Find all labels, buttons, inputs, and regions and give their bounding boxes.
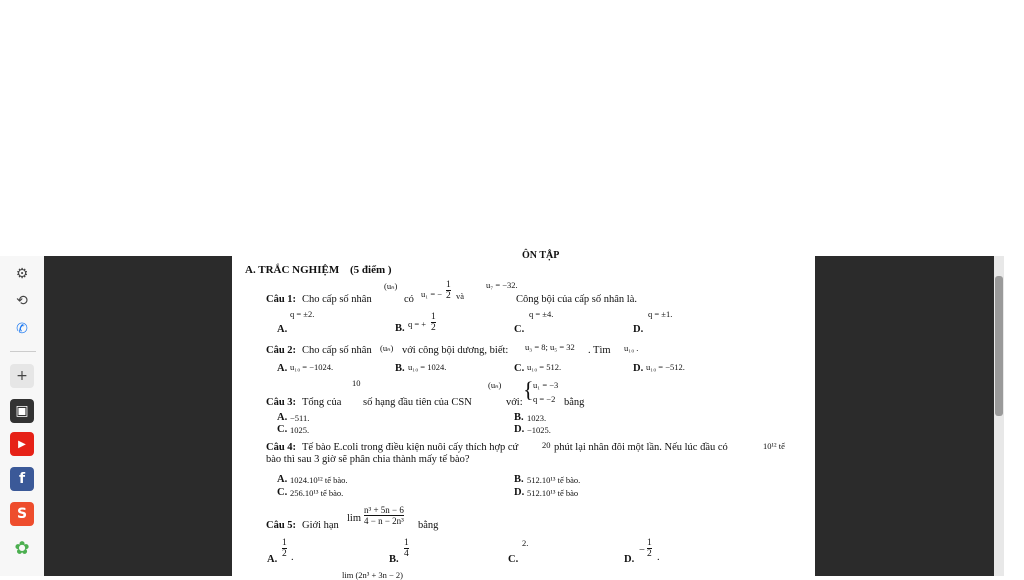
q5-optD-label: D. — [624, 554, 635, 565]
q5-bang: bằng — [418, 520, 439, 531]
q1-frac-num: 1 — [446, 280, 451, 290]
q4-optC-label: C. — [277, 487, 288, 498]
q5-optB-num: 1 — [404, 538, 409, 548]
q5-optA-period: . — [291, 552, 294, 563]
q1-fraction — [446, 280, 451, 301]
extension-icon[interactable]: ✿ — [14, 537, 30, 559]
q4-label: Câu 4: — [266, 442, 297, 453]
image-icon[interactable]: ▣ — [10, 399, 34, 423]
q3-cond1: u₁ = −3 — [533, 380, 559, 390]
youtube-icon[interactable]: ▶ — [10, 432, 34, 456]
q1-optB-fraction — [431, 312, 436, 333]
q2-optB-label: B. — [395, 363, 405, 374]
q5-optD-period: . — [657, 552, 660, 563]
viewer-background-right — [815, 256, 1003, 576]
q2-text: Cho cấp số nhân — [302, 345, 372, 356]
q1-optB-label: B. — [395, 323, 405, 334]
sidebar-divider — [10, 351, 36, 352]
q1-optB-sign: q = + — [408, 319, 427, 329]
q5-label: Câu 5: — [266, 520, 297, 531]
q1-optA-value: q = ±2. — [290, 309, 315, 319]
section-points: (5 điểm ) — [350, 264, 392, 276]
q2-target: u₁₀ . — [624, 343, 639, 353]
q1-u7: u₇ = −32. — [486, 280, 518, 290]
q5-denominator: 4 − n − 2n³ — [364, 516, 404, 526]
next-question-cut: lim (2n³ + 3n − 2) — [342, 570, 404, 580]
q3-optA-label: A. — [277, 412, 288, 423]
q4-optD-value: 512.10¹³ tế bào — [527, 488, 579, 498]
q1-label: Câu 1: — [266, 294, 297, 305]
q4-optB-value: 512.10¹³ tế bào. — [527, 475, 581, 485]
q3-brace: { — [523, 377, 534, 402]
q1-optC-value: q = ±4. — [529, 309, 554, 319]
browser-sidebar — [0, 256, 44, 576]
q4-line1b: phút lại nhân đôi một lần. Nếu lúc đầu có — [554, 442, 728, 453]
q4-optA-label: A. — [277, 474, 288, 485]
q3-ten: 10 — [352, 378, 361, 388]
q2-optB-value: u₁₀ = 1024. — [408, 362, 447, 372]
q2-label: Câu 2: — [266, 345, 297, 356]
q2-optD-value: u₁₀ = −512. — [646, 362, 685, 372]
q4-tenpow: 10¹² tế — [763, 441, 785, 451]
viewer-background-left — [44, 256, 232, 576]
q2-optC-value: u₁₀ = 512. — [527, 362, 562, 372]
q4-optB-label: B. — [514, 474, 524, 485]
q1-optD-value: q = ±1. — [648, 309, 673, 319]
q3-optC-value: 1025. — [290, 425, 310, 435]
q1-optB-den: 2 — [431, 323, 436, 333]
q3-optB-value: 1023. — [527, 413, 547, 423]
q4-optC-value: 256.10¹³ tế bào. — [290, 488, 344, 498]
q1-frac-den: 2 — [446, 291, 451, 301]
q1-text: Cho cấp số nhân — [302, 294, 372, 305]
q2-condition: u₃ = 8; u₅ = 32 — [525, 342, 575, 352]
q5-optB-label: B. — [389, 554, 399, 565]
q1-u1: u₁ = − — [421, 289, 443, 299]
q1-optD-label: D. — [633, 324, 644, 335]
history-icon[interactable]: ⟲ — [16, 293, 28, 309]
header-title: ÔN TẬP — [522, 250, 560, 261]
q5-optA-den: 2 — [282, 549, 287, 559]
q3-label: Câu 3: — [266, 397, 297, 408]
q1-optC-label: C. — [514, 324, 525, 335]
q5-optD-num: 1 — [647, 538, 652, 548]
section-title: A. TRẮC NGHIỆM — [245, 264, 340, 276]
q3-optB-label: B. — [514, 412, 524, 423]
q5-lim: lim — [347, 513, 362, 524]
gear-icon[interactable]: ⚙ — [15, 266, 29, 282]
q2-optA-value: u₁₀ = −1024. — [290, 362, 334, 372]
q3-voi: với: — [506, 397, 523, 408]
q5-fraction — [364, 505, 404, 526]
facebook-icon[interactable]: f — [10, 467, 34, 491]
q5-optA-fraction — [282, 538, 287, 559]
q3-text: Tổng của — [302, 397, 342, 408]
q5-optB-fraction — [404, 538, 409, 559]
q5-optD-sign: − — [639, 545, 645, 556]
add-icon[interactable]: + — [10, 364, 34, 388]
q3-optD-label: D. — [514, 424, 525, 435]
q2-text2: với công bội dương, biết: — [402, 345, 509, 356]
q3-seq: (uₙ) — [488, 380, 502, 390]
q1-va: và — [456, 291, 465, 301]
q1-seq: (uₙ) — [384, 281, 398, 291]
q2-optD-label: D. — [633, 363, 644, 374]
q4-line1: Tế bào E.coli trong điều kiện nuôi cấy thích hợp cứ — [302, 442, 519, 453]
q3-cond2: q = −2 — [533, 394, 556, 404]
q3-optC-label: C. — [277, 424, 288, 435]
q5-text: Giới hạn — [302, 520, 339, 531]
q4-optD-label: D. — [514, 487, 525, 498]
q5-optA-num: 1 — [282, 538, 287, 548]
q2-optA-label: A. — [277, 363, 288, 374]
q1-optB-num: 1 — [431, 312, 436, 322]
q5-optD-fraction — [647, 538, 652, 559]
shopee-icon[interactable]: S — [10, 502, 34, 526]
q3-optA-value: −511. — [290, 413, 310, 423]
q4-optA-value: 1024.10¹² tế bào. — [290, 475, 348, 485]
q5-optA-label: A. — [267, 554, 278, 565]
q5-optC-value: 2. — [522, 538, 529, 548]
q1-co: có — [404, 294, 414, 305]
q3-optD-value: −1025. — [527, 425, 551, 435]
q1-question: Công bội của cấp số nhân là. — [516, 294, 638, 305]
q4-line2: bào thì sau 3 giờ sẽ phân chia thành mấy tế bào? — [266, 454, 470, 465]
document-page — [232, 250, 815, 580]
q2-optC-label: C. — [514, 363, 525, 374]
q2-seq: (uₙ) — [380, 343, 394, 353]
scrollbar-thumb[interactable] — [995, 276, 1003, 416]
q5-optC-label: C. — [508, 554, 519, 565]
q5-optB-den: 4 — [404, 549, 409, 559]
q1-optA-label: A. — [277, 324, 288, 335]
q5-optD-den: 2 — [647, 549, 652, 559]
q4-twenty: 20 — [542, 440, 551, 450]
q3-bang: bằng — [564, 397, 585, 408]
q3-text2: số hạng đầu tiên của CSN — [363, 397, 472, 408]
q5-numerator: n³ + 5n − 6 — [364, 505, 404, 515]
q2-tim: . Tìm — [588, 345, 611, 356]
messenger-icon[interactable]: ✆ — [16, 321, 28, 337]
